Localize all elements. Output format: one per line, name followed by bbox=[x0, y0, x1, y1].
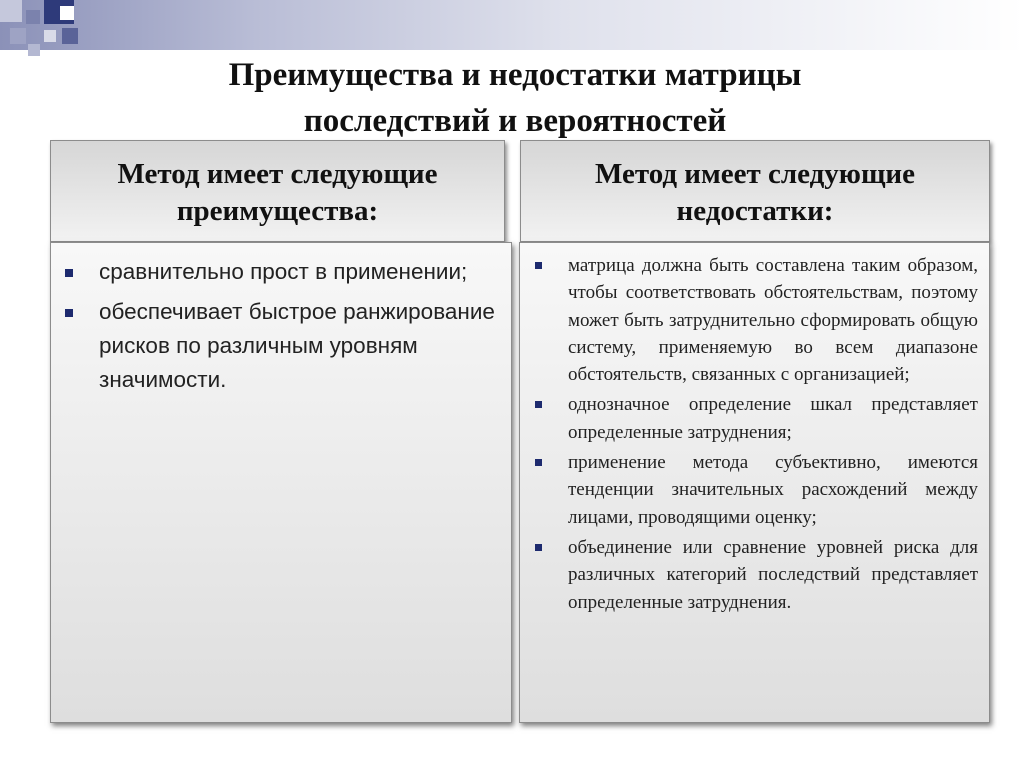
advantage-text: обеспечивает быстрое ранжирование рисков по различным уровням значимости. bbox=[99, 299, 495, 392]
disadvantage-text: однозначное определение шкал представляет определенные затруднения; bbox=[568, 394, 978, 443]
disadvantages-header-line-1: Метод имеет следующие bbox=[594, 158, 916, 190]
top-decorative-bar bbox=[0, 0, 1024, 50]
title-line-2: последствий и вероятностей bbox=[303, 103, 727, 139]
disadvantages-header bbox=[520, 140, 990, 242]
disadvantage-text: применение метода субъективно, имеются тенденции значительных расхождений между лицами, проводящими оценку; bbox=[568, 452, 978, 528]
list-item bbox=[520, 252, 978, 388]
advantages-panel bbox=[50, 242, 512, 723]
advantages-header-line-2: преимущества: bbox=[176, 195, 379, 227]
disadvantage-text: матрица должна быть составлена таким образом, чтобы соответствовать обстоятельствам, поэтому может быть затруднительно сформировать общую систему, применяемую во всем диапазоне обстоятельств, связанных с организацией; bbox=[568, 255, 978, 386]
square-bullet-icon bbox=[535, 544, 542, 551]
advantages-list bbox=[51, 255, 495, 397]
disadvantages-panel bbox=[519, 242, 990, 723]
slide-title bbox=[120, 52, 910, 144]
disadvantages-header-line-2: недостатки: bbox=[676, 195, 834, 227]
title-line-1: Преимущества и недостатки матрицы bbox=[228, 57, 802, 93]
square-bullet-icon bbox=[65, 269, 73, 277]
advantage-text: сравнительно прост в применении; bbox=[99, 259, 468, 284]
list-item bbox=[51, 295, 495, 397]
list-item bbox=[520, 449, 978, 531]
list-item bbox=[520, 391, 978, 446]
disadvantage-text: объединение или сравнение уровней риска для различных категорий последствий представляет определенные затруднения. bbox=[568, 536, 978, 613]
square-bullet-icon bbox=[535, 262, 542, 269]
disadvantages-list bbox=[520, 252, 978, 616]
square-bullet-icon bbox=[535, 459, 542, 466]
square-bullet-icon bbox=[65, 309, 73, 317]
advantages-header bbox=[50, 140, 505, 242]
advantages-header-line-1: Метод имеет следующие bbox=[117, 158, 438, 190]
list-item bbox=[51, 255, 495, 289]
square-bullet-icon bbox=[535, 401, 542, 408]
list-item bbox=[520, 534, 978, 616]
